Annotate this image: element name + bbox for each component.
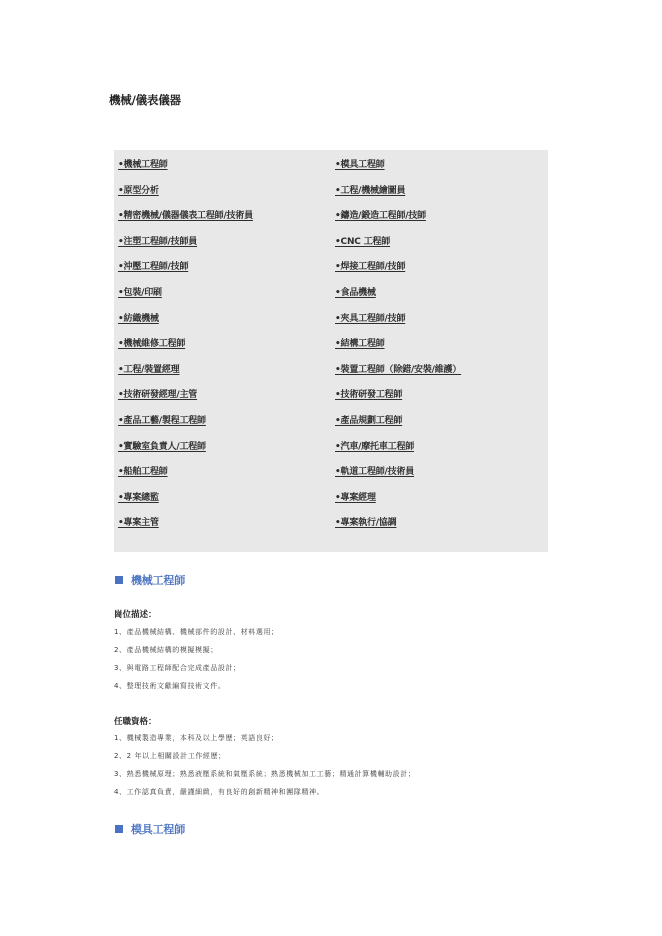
link-row [118,311,548,337]
link-row [118,464,548,490]
job-link[interactable]: •機械工程師 [118,160,168,170]
heading-square-icon [115,825,123,833]
job-link[interactable]: •技術研發經理/主管 [118,390,198,401]
link-row [118,490,548,516]
requirements-title: 任職資格： [114,717,157,727]
section-heading-label: 機械工程師 [131,574,185,587]
job-link[interactable]: •裝置工程師（除錯/安裝/維護） [335,364,462,375]
section-heading-mechanical-engineer [115,572,185,588]
heading-square-icon [115,576,123,584]
job-link[interactable]: •實驗室負責人/工程師 [118,441,206,452]
job-link-box [114,150,548,552]
job-link[interactable]: •專案經理 [335,492,376,503]
job-description-line: 3、與電路工程師配合完成產品設計； [114,664,241,672]
job-link[interactable]: •注塑工程師/技師員 [118,236,198,247]
job-link[interactable]: •結構工程師 [335,339,385,350]
job-link[interactable]: •專案主管 [118,518,159,529]
job-link[interactable]: •食品機械 [335,287,376,298]
requirement-line: 4、工作認真負責，嚴謹細緻，有良好的創新精神和團隊精神。 [114,788,325,796]
job-link[interactable]: •產品工藝/製程工程師 [118,415,206,426]
job-link[interactable]: •模具工程師 [335,160,385,170]
job-link[interactable]: •技術研發工程師 [335,390,403,401]
link-row [118,285,548,311]
requirement-line: 1、機械製造專業，本科及以上學歷；英語良好； [114,734,279,742]
job-link[interactable]: •沖壓工程師/技師 [118,262,189,273]
link-row [118,183,548,209]
job-link[interactable]: •機械維修工程師 [118,339,186,350]
job-link[interactable]: •軌道工程師/技術員 [335,467,415,478]
link-row [118,259,548,285]
job-link[interactable]: •專案執行/協調 [335,518,397,529]
requirement-line: 2、2 年以上相關設計工作經歷； [114,752,226,760]
job-description-line: 2、產品機械結構的模擬模擬； [114,646,218,654]
link-row [118,157,548,183]
job-description-title: 崗位描述： [114,610,157,620]
link-row [118,413,548,439]
job-description-line: 1、產品機械結構、機械部件的設計、材料選用； [114,628,279,636]
job-link[interactable]: •專案總監 [118,492,159,503]
job-link[interactable]: •鑄造/鍛造工程師/技師 [335,211,426,222]
job-link[interactable]: •精密機械/儀器儀表工程師/技術員 [118,211,253,222]
link-row [118,234,548,260]
job-link[interactable]: •焊接工程師/技師 [335,262,406,273]
job-link[interactable]: •原型分析 [118,185,159,196]
link-row [118,336,548,362]
job-link[interactable]: •紡織機械 [118,313,159,324]
link-row [118,387,548,413]
job-link[interactable]: •工程/裝置經理 [118,364,180,375]
job-link-grid [118,157,548,541]
section-heading-mold-engineer [115,821,185,837]
link-row [118,439,548,465]
job-link[interactable]: •產品規劃工程師 [335,415,403,426]
job-link[interactable]: •包裝/印刷 [118,287,162,298]
job-description-line: 4、整理技術文獻編寫技術文件。 [114,682,226,690]
section-heading-label: 模具工程師 [131,823,185,836]
job-link[interactable]: •汽車/摩托車工程師 [335,441,415,452]
job-link[interactable]: •船舶工程師 [118,467,168,478]
requirement-line: 3、熟悉機械原理；熟悉液壓系統和氣壓系統；熟悉機械加工工藝；精通計算機輔助設計； [114,770,416,778]
job-link[interactable]: •CNC 工程師 [335,236,391,247]
link-row [118,515,548,541]
link-row [118,208,548,234]
job-link[interactable]: •夾具工程師/技師 [335,313,406,324]
link-row [118,362,548,388]
page-title: 機械/儀表儀器 [109,93,181,107]
job-link[interactable]: •工程/機械繪圖員 [335,185,406,196]
